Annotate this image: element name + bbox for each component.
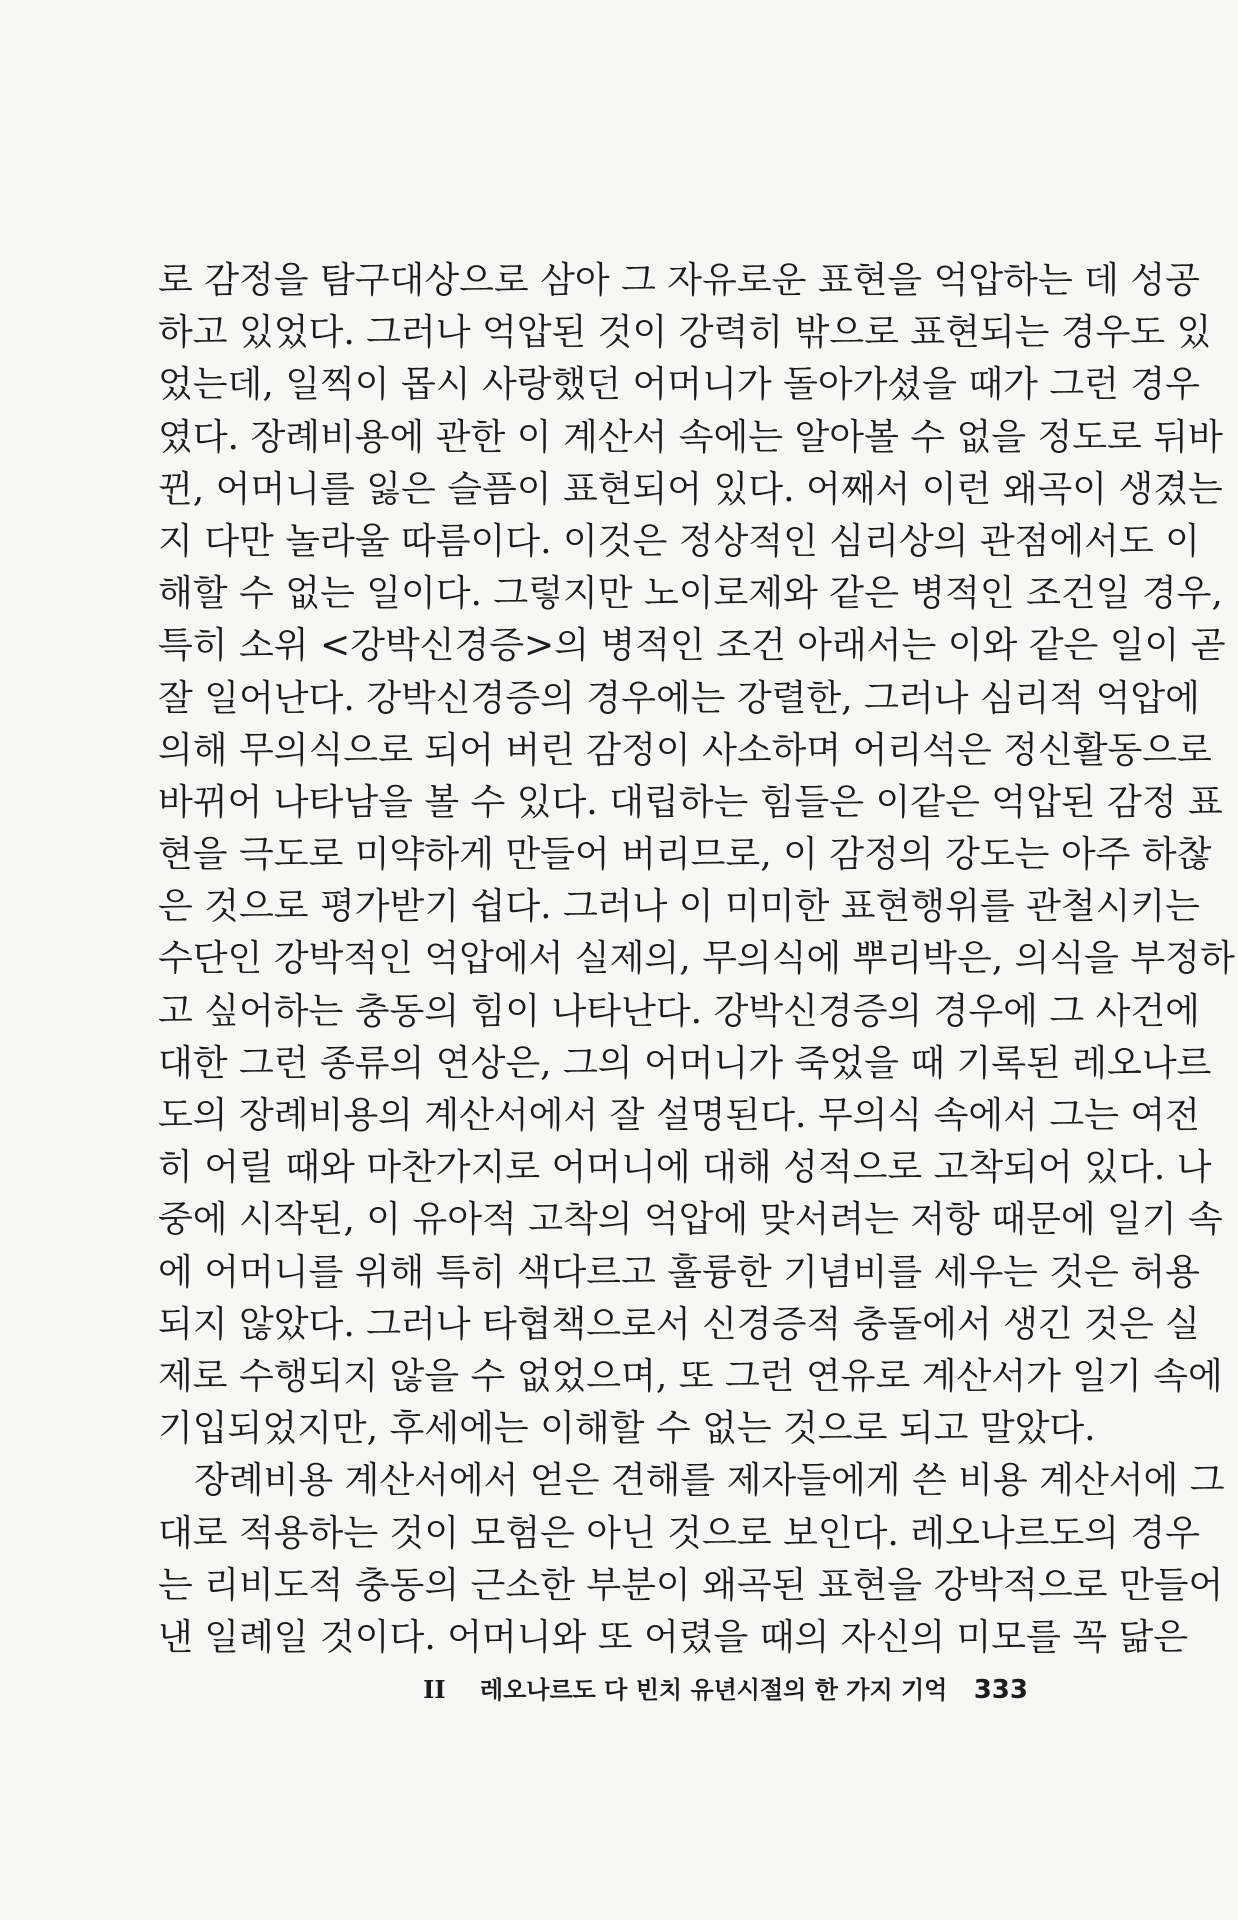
text-line: 특히 소위 <강박신경증>의 병적인 조건 아래서는 이와 같은 일이 곧 xyxy=(158,625,1226,667)
chapter-numeral: II xyxy=(423,1675,446,1704)
text-line: 되지 않았다. 그러나 타협책으로서 신경증적 충돌에서 생긴 것은 실 xyxy=(158,1303,1200,1345)
text-line: 은 것으로 평가받기 쉽다. 그러나 이 미미한 표현행위를 관철시키는 xyxy=(158,886,1200,928)
text-line: 는 리비도적 충동의 근소한 부분이 왜곡된 표현을 강박적으로 만들어 xyxy=(158,1564,1224,1606)
text-line: 었는데, 일찍이 몹시 사랑했던 어머니가 돌아가셨을 때가 그런 경우 xyxy=(158,364,1200,406)
body-text xyxy=(158,255,1235,1664)
text-line: 현을 극도로 미약하게 만들어 버리므로, 이 감정의 강도는 아주 하찮 xyxy=(158,834,1212,876)
text-line: 로 감정을 탐구대상으로 삼아 그 자유로운 표현을 억압하는 데 성공 xyxy=(158,260,1200,301)
text-line: 였다. 장례비용에 관한 이 계산서 속에는 알아볼 수 없을 정도로 뒤바 xyxy=(158,416,1223,458)
text-line: 바뀌어 나타남을 볼 수 있다. 대립하는 힘들은 이같은 억압된 감정 표 xyxy=(158,781,1223,823)
text-line: 기입되었지만, 후세에는 이해할 수 없는 것으로 되고 말았다. xyxy=(158,1408,1096,1450)
chapter-title: 레오나르도 다 빈치 유년시절의 한 가지 기억 xyxy=(479,1676,948,1704)
text-line: 잘 일어난다. 강박신경증의 경우에는 강렬한, 그러나 심리적 억압에 xyxy=(158,677,1200,719)
text-line: 히 어릴 때와 마찬가지로 어머니에 대해 성적으로 고착되어 있다. 나 xyxy=(158,1147,1212,1189)
text-line: 낸 일례일 것이다. 어머니와 또 어렸을 때의 자신의 미모를 꼭 닮은 xyxy=(158,1616,1189,1658)
text-line: 장례비용 계산서에서 얻은 견해를 제자들에게 쓴 비용 계산서에 그 xyxy=(194,1460,1225,1502)
text-line: 고 싶어하는 충동의 힘이 나타난다. 강박신경증의 경우에 그 사건에 xyxy=(158,990,1200,1032)
text-line: 제로 수행되지 않을 수 없었으며, 또 그런 연유로 계산서가 일기 속에 xyxy=(158,1355,1223,1397)
text-line: 대로 적용하는 것이 모험은 아닌 것으로 보인다. 레오나르도의 경우 xyxy=(158,1512,1200,1554)
page-number: 333 xyxy=(973,1675,1028,1705)
text-line: 지 다만 놀라울 따름이다. 이것은 정상적인 심리상의 관점에서도 이 xyxy=(158,520,1200,562)
text-line: 뀐, 어머니를 잃은 슬픔이 표현되어 있다. 어째서 이런 왜곡이 생겼는 xyxy=(158,468,1223,510)
text-line: 수단인 강박적인 억압에서 실제의, 무의식에 뿌리박은, 의식을 부정하 xyxy=(158,938,1235,980)
text-line: 의해 무의식으로 되어 버린 감정이 사소하며 어리석은 정신활동으로 xyxy=(158,729,1212,771)
text-line: 해할 수 없는 일이다. 그렇지만 노이로제와 같은 병적인 조건일 경우, xyxy=(158,573,1223,615)
text-line: 하고 있었다. 그러나 억압된 것이 강력히 밖으로 표현되는 경우도 있 xyxy=(158,312,1212,354)
text-line: 에 어머니를 위해 특히 색다르고 훌륭한 기념비를 세우는 것은 허용 xyxy=(158,1251,1200,1293)
text-line: 도의 장례비용의 계산서에서 잘 설명된다. 무의식 속에서 그는 여전 xyxy=(158,1095,1200,1136)
text-line: 중에 시작된, 이 유아적 고착의 억압에 맞서려는 저항 때문에 일기 속 xyxy=(158,1199,1223,1241)
running-footer xyxy=(423,1670,1028,1705)
text-line: 대한 그런 종류의 연상은, 그의 어머니가 죽었을 때 기록된 레오나르 xyxy=(158,1042,1212,1084)
